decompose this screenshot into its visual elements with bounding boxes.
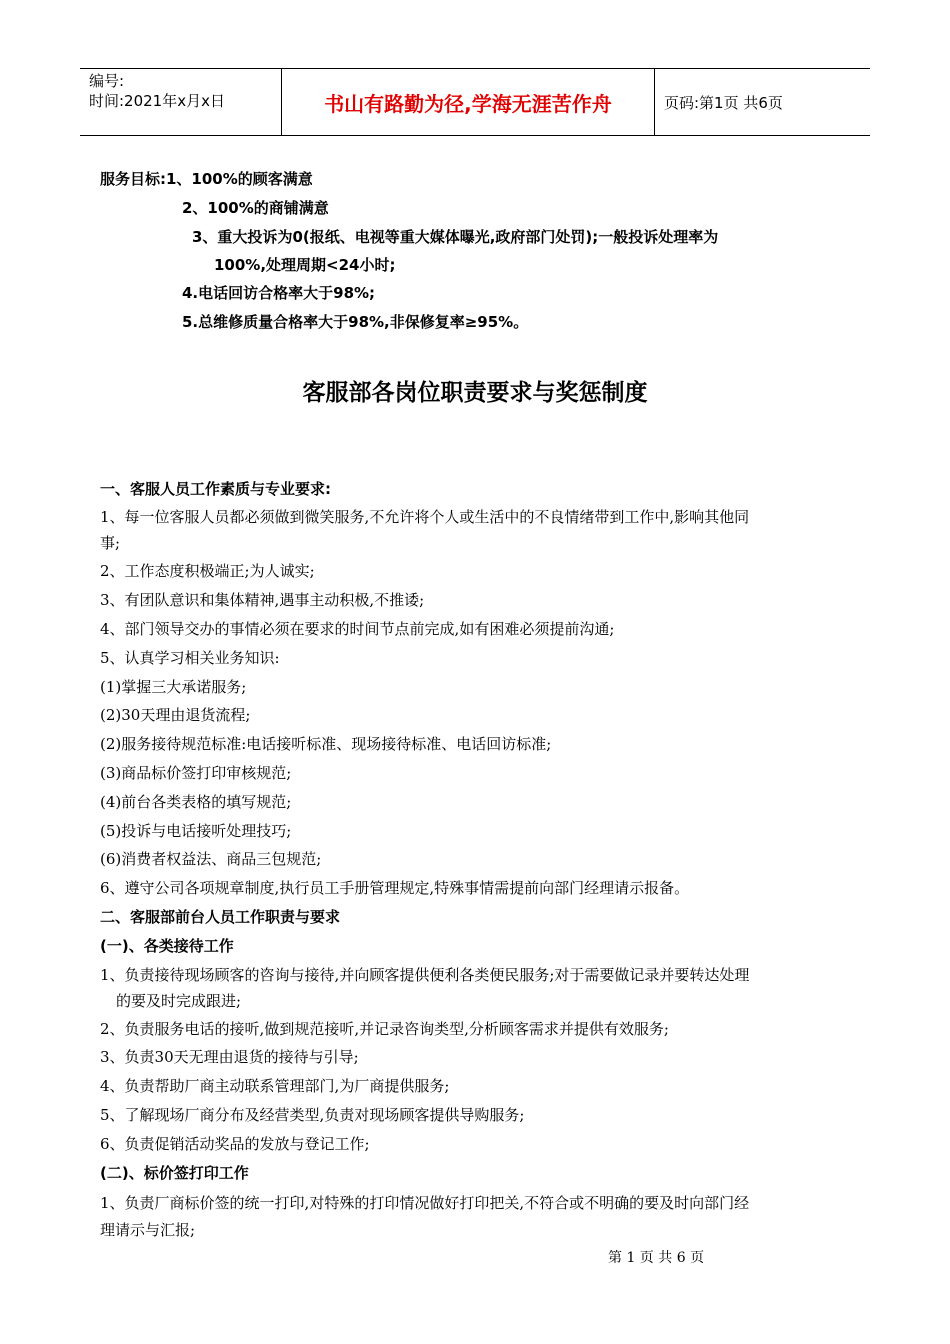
body-line: 2、负责服务电话的接听,做到规范接听,并记录咨询类型,分析顾客需求并提供有效服务; bbox=[100, 1020, 669, 1038]
body-line: 5、认真学习相关业务知识: bbox=[100, 649, 280, 667]
body-line: 3、负责30天无理由退货的接待与引导; bbox=[100, 1048, 359, 1066]
body-line: 6、负责促销活动奖品的发放与登记工作; bbox=[100, 1135, 370, 1153]
section-heading: 二、客服部前台人员工作职责与要求 bbox=[100, 908, 341, 926]
body-line: (2)服务接待规范标准:电话接听标准、现场接待标准、电话回访标准; bbox=[100, 735, 552, 753]
header-meta bbox=[80, 69, 282, 135]
body-line: 事; bbox=[100, 534, 121, 552]
subsection-heading: (二)、标价签打印工作 bbox=[100, 1164, 249, 1182]
body-line: 3、有团队意识和集体精神,遇事主动积极,不推诿; bbox=[100, 591, 425, 609]
body-line: (3)商品标价签打印审核规范; bbox=[100, 764, 292, 782]
goal-line: 3、重大投诉为0(报纸、电视等重大媒体曝光,政府部门处罚);一般投诉处理率为 bbox=[192, 228, 719, 246]
header-motto: 书山有路勤为径,学海无涯苦作舟 bbox=[282, 69, 655, 135]
body-line: 5、了解现场厂商分布及经营类型,负责对现场顾客提供导购服务; bbox=[100, 1106, 525, 1124]
body-line: (5)投诉与电话接听处理技巧; bbox=[100, 822, 292, 840]
time-label: 时间:2021年x月x日 bbox=[89, 92, 225, 110]
body-line: 1、负责接待现场顾客的咨询与接待,并向顾客提供便利各类便民服务;对于需要做记录并要转达处理 bbox=[100, 966, 750, 984]
subsection-heading: (一)、各类接待工作 bbox=[100, 937, 234, 955]
goal-line: 5.总维修质量合格率大于98%,非保修复率≥95%。 bbox=[182, 313, 529, 331]
section-heading: 一、客服人员工作素质与专业要求: bbox=[100, 480, 332, 498]
code-label: 编号: bbox=[89, 72, 125, 90]
body-line: 理请示与汇报; bbox=[100, 1221, 196, 1239]
goal-line: 100%,处理周期<24小时; bbox=[214, 256, 396, 274]
body-line: (6)消费者权益法、商品三包规范; bbox=[100, 850, 322, 868]
body-line: (2)30天理由退货流程; bbox=[100, 706, 251, 724]
goal-line: 4.电话回访合格率大于98%; bbox=[182, 284, 376, 302]
body-line: 4、部门领导交办的事情必须在要求的时间节点前完成,如有困难必须提前沟通; bbox=[100, 620, 615, 638]
body-line: (4)前台各类表格的填写规范; bbox=[100, 793, 292, 811]
body-line: 6、遵守公司各项规章制度,执行员工手册管理规定,特殊事情需提前向部门经理请示报备。 bbox=[100, 879, 690, 897]
body-line: 4、负责帮助厂商主动联系管理部门,为厂商提供服务; bbox=[100, 1077, 450, 1095]
goal-line: 服务目标:1、100%的顾客满意 bbox=[100, 170, 313, 188]
body-line: 2、工作态度积极端正;为人诚实; bbox=[100, 562, 315, 580]
body-line: 的要及时完成跟进; bbox=[116, 992, 242, 1010]
page-footer: 第 1 页 共 6 页 bbox=[608, 1250, 705, 1266]
document-title: 客服部各岗位职责要求与奖惩制度 bbox=[302, 380, 648, 406]
body-line: 1、负责厂商标价签的统一打印,对特殊的打印情况做好打印把关,不符合或不明确的要及时向部门经 bbox=[100, 1194, 750, 1212]
body-line: (1)掌握三大承诺服务; bbox=[100, 678, 247, 696]
body-line: 1、每一位客服人员都必须做到微笑服务,不允许将个人或生活中的不良情绪带到工作中,影响其他同 bbox=[100, 508, 750, 526]
goal-line: 2、100%的商铺满意 bbox=[182, 199, 329, 217]
page-header bbox=[80, 68, 870, 136]
header-page-info: 页码:第1页 共6页 bbox=[664, 93, 783, 112]
